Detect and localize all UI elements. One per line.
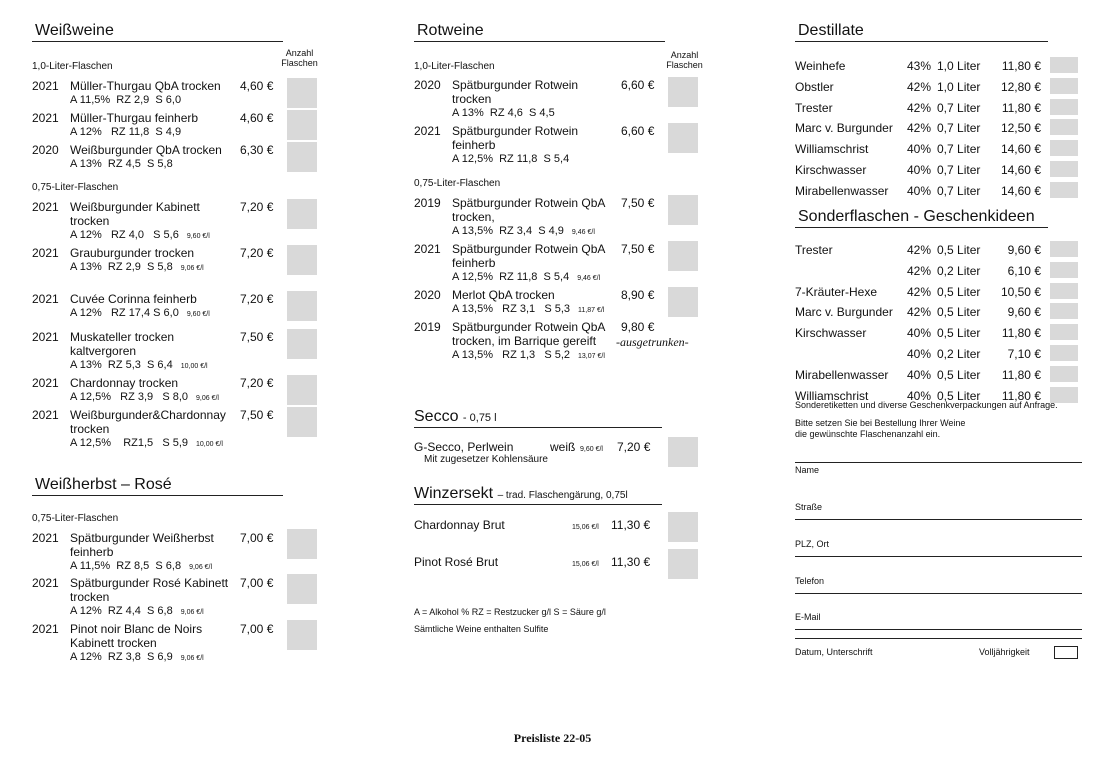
wine-price: 4,60 € [240, 111, 274, 125]
wine-price: 7,50 € [621, 242, 655, 256]
wine-year: 2021 [32, 292, 59, 306]
wine-name-block [70, 531, 235, 575]
wine-year: 2021 [414, 242, 441, 256]
wine-name-block [70, 246, 235, 276]
spirit-name: Weinhefe [795, 59, 846, 73]
sekt-price: 11,30 € [611, 555, 651, 569]
wine-analysis-values: A 12% RZ 11,8 S 4,9 [70, 126, 182, 138]
volljaehrig-label: Volljährigkeit [979, 647, 1030, 657]
spirit-name: Marc v. Burgunder [795, 305, 893, 320]
spirit-price: 12,50 € [1000, 121, 1041, 136]
form-input-line[interactable] [795, 556, 1082, 557]
wine-analysis-values: A 12% RZ 4,0 S 5,6 [70, 229, 179, 241]
spirit-name: Trester [795, 100, 833, 115]
quantity-box[interactable] [1050, 345, 1078, 361]
wine-price: 6,60 € [621, 78, 655, 92]
wine-name: Weißburgunder Kabinett trocken [70, 200, 200, 228]
wine-name-block [452, 124, 612, 168]
spirit-alcohol: 40% [907, 347, 932, 361]
wine-analysis [70, 306, 235, 322]
wine-liter-price: 10,00 €/l [196, 441, 223, 448]
wine-analysis-values: A 13,5% RZ 3,4 S 4,9 [452, 225, 564, 237]
quantity-box[interactable] [1050, 182, 1078, 198]
sonder-note: Sonderetiketten und diverse Geschenkverpackungen auf Anfrage. [795, 400, 1058, 410]
wine-liter-price: 13,07 €/l [578, 353, 605, 360]
wine-analysis-values: A 12% RZ 17,4 S 6,0 [70, 307, 179, 319]
wine-name-block [70, 292, 235, 322]
wine-price: 9,80 € [621, 320, 655, 334]
wine-year: 2021 [32, 408, 59, 422]
quantity-box[interactable] [1050, 119, 1078, 135]
wine-year: 2021 [32, 531, 59, 545]
spirit-price: 11,80 € [1001, 367, 1041, 382]
quantity-box[interactable] [287, 110, 317, 140]
sekt-name: Pinot Rosé Brut [414, 555, 499, 569]
legend-abbrev: A = Alkohol % RZ = Restzucker g/l S = Säure g/l [414, 607, 606, 617]
quantity-box[interactable] [287, 407, 317, 437]
wine-name-block [452, 320, 612, 364]
wine-price: 7,20 € [240, 200, 274, 214]
spirit-row [795, 368, 1085, 383]
wine-year: 2021 [32, 111, 59, 125]
order-note-2: die gewünschte Flaschenanzahl ein. [795, 429, 941, 439]
wine-name: Weißburgunder QbA trocken [70, 143, 222, 157]
wine-name-block [70, 376, 235, 406]
subhead-075l: 0,75-Liter-Flaschen [32, 182, 119, 193]
spirit-price: 11,80 € [1001, 326, 1041, 341]
form-input-line[interactable] [795, 593, 1082, 594]
wine-price: 7,00 € [240, 531, 274, 545]
wine-name: Spätburgunder Rotwein QbA feinherb [452, 242, 605, 270]
wine-analysis [70, 559, 235, 575]
wine-analysis-values: A 13,5% RZ 1,3 S 5,2 [452, 349, 571, 361]
form-label: E-Mail [795, 612, 821, 622]
spirit-alcohol: 42% [907, 284, 932, 299]
wine-name: Merlot QbA trocken [452, 288, 555, 302]
wine-year: 2021 [32, 246, 59, 260]
spirit-row [795, 264, 1085, 279]
quantity-box[interactable] [287, 78, 317, 108]
wine-name-block [70, 408, 235, 452]
anzahl-header-red: Anzahl Flaschen [666, 50, 703, 70]
quantity-box[interactable] [1050, 99, 1078, 115]
quantity-box[interactable] [287, 291, 317, 321]
spirit-volume: 0,2 Liter [937, 347, 981, 361]
wine-price: 7,50 € [621, 196, 655, 210]
sekt-name: Chardonnay Brut [414, 518, 505, 532]
spirit-name: Mirabellenwasser [795, 367, 889, 382]
signature-line[interactable] [795, 638, 1082, 639]
spirit-volume: 0,7 Liter [937, 100, 981, 115]
quantity-box[interactable] [287, 529, 317, 559]
wine-name-block [70, 200, 235, 244]
column-spirits-order [795, 22, 1085, 657]
spirit-price: 9,60 € [1007, 305, 1041, 320]
wine-liter-price: 9,06 €/l [180, 265, 204, 272]
form-label: Telefon [795, 576, 825, 586]
spirit-volume: 1,0 Liter [937, 79, 981, 94]
wine-name-block [452, 242, 612, 286]
rotweine-title: Rotweine [414, 22, 665, 42]
spirit-name: Trester [795, 243, 833, 257]
quantity-box[interactable] [287, 329, 317, 359]
wine-year: 2021 [32, 576, 59, 590]
wine-price: 7,20 € [240, 246, 274, 260]
wine-name: Müller-Thurgau QbA trocken [70, 79, 221, 93]
wine-name: Spätburgunder Rosé Kabinett trocken [70, 576, 229, 604]
spirit-row [795, 163, 1085, 178]
wine-name: Spätburgunder Rotwein feinherb [452, 124, 579, 152]
sekt-heading [414, 485, 662, 505]
wine-name: Cuvée Corinna feinherb [70, 292, 197, 306]
subhead-red-075l: 0,75-Liter-Flaschen [414, 178, 501, 189]
wine-name: Weißburgunder&Chardonnay trocken [70, 408, 226, 436]
spirit-alcohol: 42% [907, 305, 932, 320]
quantity-box[interactable] [668, 77, 698, 107]
quantity-box[interactable] [1050, 57, 1078, 73]
spirit-alcohol: 42% [907, 263, 932, 278]
wine-analysis [70, 260, 235, 276]
wine-liter-price: 9,06 €/l [180, 609, 204, 616]
weissweine-title: Weißweine [32, 22, 283, 42]
spirit-volume: 0,5 Liter [937, 326, 981, 341]
spirit-alcohol: 42% [907, 79, 932, 94]
quantity-box[interactable] [1050, 324, 1078, 340]
spirit-row [795, 243, 1085, 258]
wine-price: 4,60 € [240, 79, 274, 93]
wine-price: 7,00 € [240, 576, 274, 590]
spirit-name: 7-Kräuter-Hexe [795, 284, 878, 299]
wine-year: 2020 [32, 143, 59, 157]
quantity-box[interactable] [287, 142, 317, 172]
spirit-price: 11,80 € [1001, 59, 1041, 73]
wine-analysis [70, 390, 235, 406]
spirit-alcohol: 40% [907, 367, 932, 382]
form-input-line[interactable] [795, 462, 1082, 463]
wine-name: Müller-Thurgau feinherb [70, 111, 199, 125]
wine-price: 7,20 € [240, 376, 274, 390]
quantity-box[interactable] [1050, 78, 1078, 94]
form-input-line[interactable] [795, 629, 1082, 630]
subhead-1l: 1,0-Liter-Flaschen [32, 61, 113, 72]
spirit-price: 10,50 € [1000, 284, 1041, 299]
form-label: Name [795, 465, 820, 475]
destillate-title: Destillate [795, 22, 1048, 42]
wine-price: 7,50 € [240, 408, 274, 422]
spirit-alcohol: 40% [907, 163, 932, 177]
wine-name: Spätburgunder Rotwein QbA trocken, im Barrique gereift [452, 320, 605, 348]
wine-analysis [452, 302, 612, 318]
wine-year: 2019 [414, 196, 441, 210]
wine-analysis [452, 152, 612, 168]
wine-year: 2020 [414, 288, 441, 302]
spirit-price: 14,60 € [1000, 142, 1041, 157]
rose-title: Weißherbst – Rosé [32, 476, 283, 496]
spirit-alcohol: 40% [907, 183, 932, 198]
wine-name: Chardonnay trocken [70, 376, 179, 390]
sekt-liter-price: 15,06 €/l [572, 524, 599, 531]
spirit-volume: 0,5 Liter [937, 305, 981, 320]
quantity-box[interactable] [287, 620, 317, 650]
secco-title: Secco [414, 408, 459, 425]
wine-year: 2021 [414, 124, 441, 138]
wine-year: 2021 [32, 622, 59, 636]
secco-heading [414, 408, 662, 428]
spirit-row [795, 142, 1085, 157]
quantity-box[interactable] [1050, 262, 1078, 278]
wine-name-block [70, 79, 235, 109]
wine-liter-price: 9,06 €/l [196, 395, 219, 402]
sekt-price: 11,30 € [611, 518, 651, 532]
wine-analysis-values: A 13% RZ 4,6 S 4,5 [452, 107, 555, 119]
spirit-alcohol: 40% [907, 388, 932, 403]
spirit-row [795, 305, 1085, 320]
wine-year: 2021 [32, 330, 59, 344]
spirit-volume: 0,7 Liter [937, 163, 981, 177]
spirit-volume: 0,5 Liter [937, 367, 981, 382]
sonder-title: Sonderflaschen - Geschenkideen [795, 208, 1048, 228]
wine-year: 2021 [32, 376, 59, 390]
wine-analysis-values: A 12,5% RZ1,5 S 5,9 [70, 437, 189, 449]
datum-label: Datum, Unterschrift [795, 647, 873, 657]
quantity-box[interactable] [668, 287, 698, 317]
quantity-box[interactable] [287, 199, 317, 229]
wine-liter-price: 9,60 €/l [186, 311, 210, 318]
secco-liter-price: 9,60 €/l [580, 446, 603, 453]
legend-sulfite: Sämtliche Weine enthalten Sulfite [414, 624, 549, 634]
form-label: Straße [795, 502, 823, 512]
wine-analysis-values: A 13% RZ 5,3 S 6,4 [70, 359, 173, 371]
spirit-price: 12,80 € [1000, 79, 1041, 94]
wine-analysis-values: A 13% RZ 4,5 S 5,8 [70, 158, 173, 170]
wine-name-block [70, 143, 235, 173]
spirit-name: Williamschrist [795, 388, 869, 403]
wine-liter-price: 9,46 €/l [577, 275, 601, 282]
secco-name: G-Secco, Perlwein [414, 440, 514, 454]
spirit-name: Kirschwasser [795, 163, 867, 177]
wine-year: 2021 [32, 200, 59, 214]
wine-analysis [452, 224, 612, 240]
wine-liter-price: 10,00 €/l [180, 363, 208, 370]
subhead-rose: 0,75-Liter-Flaschen [32, 513, 119, 524]
spirit-row [795, 184, 1085, 199]
spirit-volume: 0,7 Liter [937, 183, 981, 198]
secco-quantity-box[interactable] [668, 437, 698, 467]
quantity-box[interactable] [287, 574, 317, 604]
spirit-volume: 1,0 Liter [937, 59, 981, 73]
wine-analysis [70, 436, 235, 452]
wine-analysis [70, 358, 235, 374]
wine-name: Spätburgunder Weißherbst feinherb [70, 531, 214, 559]
wine-name: Pinot noir Blanc de Noirs Kabinett trocken [70, 622, 203, 650]
wine-name: Grauburgunder trocken [70, 246, 195, 260]
form-input-line[interactable] [795, 519, 1082, 520]
spirit-row [795, 347, 1085, 362]
spirit-price: 9,60 € [1007, 243, 1041, 257]
price-list-footer: Preisliste 22-05 [513, 731, 592, 745]
wine-price: 8,90 € [621, 288, 655, 302]
spirit-price: 7,10 € [1007, 347, 1041, 361]
wine-name-block [70, 111, 235, 141]
wine-year: 2021 [32, 79, 59, 93]
column-white-rose [32, 22, 332, 663]
wine-analysis-values: A 11,5% RZ 2,9 S 6,0 [70, 94, 182, 106]
wine-name-block [452, 288, 612, 318]
spirit-name: Kirschwasser [795, 326, 867, 341]
quantity-box[interactable] [668, 123, 698, 153]
quantity-box[interactable] [1050, 140, 1078, 156]
quantity-box[interactable] [1050, 161, 1078, 177]
secco-variant: weiß [550, 440, 576, 454]
subhead-red-1l: 1,0-Liter-Flaschen [414, 61, 495, 72]
quantity-box[interactable] [1050, 303, 1078, 319]
spirit-row [795, 121, 1085, 136]
quantity-box[interactable] [287, 375, 317, 405]
form-label: PLZ, Ort [795, 539, 830, 549]
wine-analysis-values: A 11,5% RZ 8,5 S 6,8 [70, 560, 182, 572]
wine-liter-price: 9,06 €/l [180, 655, 204, 662]
quantity-box[interactable] [1050, 366, 1078, 382]
wine-analysis [452, 270, 612, 286]
spirit-name: Obstler [795, 79, 834, 94]
spirit-price: 14,60 € [1000, 163, 1041, 177]
secco-note: Mit zugesetzer Kohlensäure [424, 454, 548, 465]
spirit-name: Williamschrist [795, 142, 869, 157]
wine-price: 7,00 € [240, 622, 274, 636]
spirit-price: 11,80 € [1001, 388, 1041, 403]
wine-analysis [452, 106, 612, 122]
quantity-box[interactable] [668, 195, 698, 225]
wine-analysis [452, 348, 612, 364]
spirit-volume: 0,5 Liter [937, 284, 981, 299]
order-note-1: Bitte setzen Sie bei Bestellung Ihrer Weine [795, 418, 966, 428]
wine-liter-price: 9,06 €/l [189, 564, 213, 571]
wine-liter-price: 9,60 €/l [186, 233, 210, 240]
spirit-name: Mirabellenwasser [795, 183, 889, 198]
wine-analysis [70, 228, 235, 244]
wine-analysis-values: A 12% RZ 3,8 S 6,9 [70, 651, 173, 663]
wine-name-block [70, 622, 235, 666]
wine-liter-price: 11,87 €/l [578, 307, 605, 314]
wine-analysis-values: A 12,5% RZ 3,9 S 8,0 [70, 391, 189, 403]
sekt-title: Winzersekt [414, 485, 494, 502]
wine-price: 7,20 € [240, 292, 274, 306]
wine-name-block [70, 576, 235, 620]
wine-liter-price: 9,46 €/l [571, 229, 595, 236]
wine-price: 6,60 € [621, 124, 655, 138]
spirit-volume: 0,5 Liter [937, 388, 981, 403]
wine-analysis-values: A 12,5% RZ 11,8 S 5,4 [452, 153, 570, 165]
wine-analysis-values: A 12% RZ 4,4 S 6,8 [70, 605, 173, 617]
wine-analysis-values: A 13,5% RZ 3,1 S 5,3 [452, 303, 571, 315]
anzahl-header: Anzahl Flaschen [281, 48, 318, 68]
wine-name-block [70, 330, 235, 374]
wine-year: 2019 [414, 320, 441, 334]
wine-analysis [70, 157, 235, 173]
wine-analysis [70, 650, 235, 666]
wine-analysis-values: A 13% RZ 2,9 S 5,8 [70, 261, 173, 273]
wine-analysis [70, 93, 235, 109]
volljaehrig-checkbox[interactable] [1054, 646, 1078, 659]
sekt-liter-price: 15,06 €/l [572, 561, 599, 568]
wine-name: Muskateller trocken kaltvergoren [70, 330, 175, 358]
spirit-alcohol: 42% [907, 243, 932, 257]
spirit-alcohol: 42% [907, 100, 932, 115]
spirit-volume: 0,5 Liter [937, 243, 981, 257]
column-red-sparkling [414, 22, 714, 634]
secco-price: 7,20 € [617, 440, 651, 454]
quantity-box[interactable] [1050, 241, 1078, 257]
spirit-price: 11,80 € [1001, 100, 1041, 115]
spirit-row [795, 101, 1085, 116]
wine-analysis-values: A 12,5% RZ 11,8 S 5,4 [452, 271, 570, 283]
wine-year: 2020 [414, 78, 441, 92]
spirit-row [795, 59, 1085, 74]
spirit-row [795, 326, 1085, 341]
spirit-volume: 0,7 Liter [937, 142, 981, 157]
wine-analysis [70, 604, 235, 620]
spirit-alcohol: 42% [907, 121, 932, 136]
quantity-box[interactable] [1050, 283, 1078, 299]
spirit-row [795, 80, 1085, 95]
spirit-alcohol: 43% [907, 59, 932, 73]
spirit-alcohol: 40% [907, 326, 932, 341]
wine-name-block [452, 196, 612, 240]
wine-name: Spätburgunder Rotwein QbA trocken, [452, 196, 605, 224]
spirit-row [795, 285, 1085, 300]
wine-price: 7,50 € [240, 330, 274, 344]
secco-subtitle: - 0,75 l [462, 412, 497, 424]
quantity-box[interactable] [287, 245, 317, 275]
wine-price: 6,30 € [240, 143, 274, 157]
sold-out-label: -ausgetrunken- [616, 335, 689, 349]
wine-name: Spätburgunder Rotwein trocken [452, 78, 579, 106]
spirit-name: Marc v. Burgunder [795, 121, 893, 136]
spirit-price: 14,60 € [1000, 183, 1041, 198]
spirit-alcohol: 40% [907, 142, 932, 157]
quantity-box[interactable] [668, 241, 698, 271]
spirit-price: 6,10 € [1007, 263, 1041, 278]
quantity-box[interactable] [668, 549, 698, 579]
spirit-volume: 0,7 Liter [937, 121, 981, 136]
sekt-subtitle: – trad. Flaschengärung, 0,75l [497, 490, 628, 501]
wine-name-block [452, 78, 612, 122]
quantity-box[interactable] [668, 512, 698, 542]
spirit-volume: 0,2 Liter [937, 263, 981, 278]
wine-analysis [70, 125, 235, 141]
